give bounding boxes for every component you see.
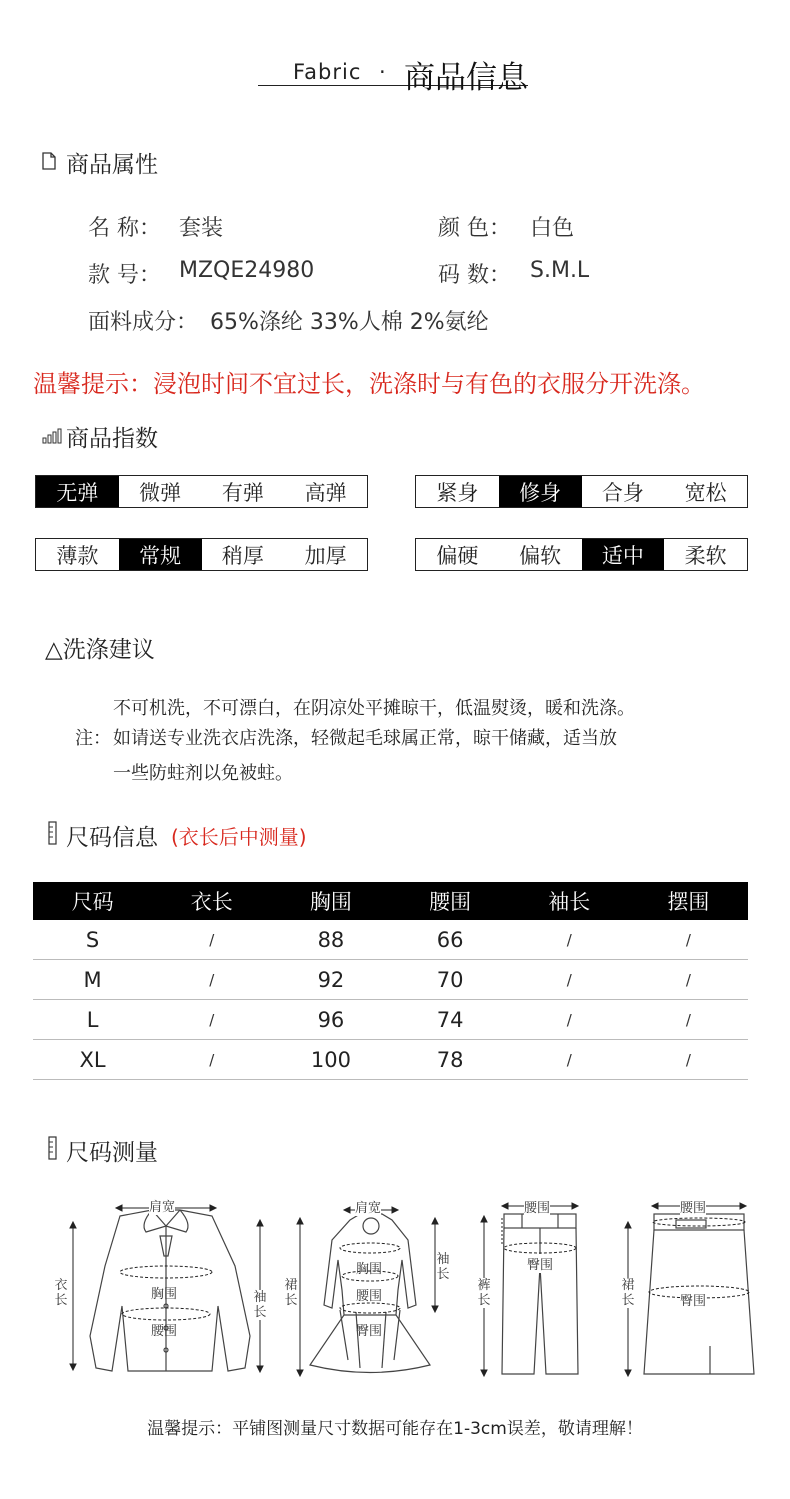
index-option: 偏硬 xyxy=(436,543,479,568)
table-cell: / xyxy=(566,930,572,949)
index-option: 偏软 xyxy=(519,543,562,568)
warning-text: 温馨提示：浸泡时间不宜过长，洗涤时与有色的衣服分开洗涤。 xyxy=(33,370,705,398)
table-cell: 100 xyxy=(310,1047,351,1072)
fig2-hip-label: 臀围 xyxy=(356,1324,383,1339)
table-header-cell: 胸围 xyxy=(309,890,352,914)
fig3-waist-label: 腰围 xyxy=(524,1197,550,1216)
washing-line-1: 不可机洗，不可漂白，在阴凉处平摊晾干，低温熨烫，暖和洗涤。 xyxy=(113,698,635,719)
table-cell: 92 xyxy=(317,967,345,992)
table-row xyxy=(33,960,748,1000)
washing-line-3: 一些防蛀剂以免被蛀。 xyxy=(113,763,293,784)
index-option: 柔软 xyxy=(684,543,727,568)
washing-title: △洗涤建议 xyxy=(45,637,155,663)
index-group-fit xyxy=(415,475,748,508)
index-option: 修身 xyxy=(499,476,582,507)
document-icon xyxy=(42,152,56,170)
attr-color-value: 白色 xyxy=(530,216,575,241)
index-option: 稍厚 xyxy=(221,543,264,568)
table-cell: / xyxy=(685,1010,691,1029)
index-option: 紧身 xyxy=(436,480,479,505)
size-info-subtitle: (衣长后中测量) xyxy=(171,825,307,849)
table-header-cell: 袖长 xyxy=(548,890,591,914)
size-table xyxy=(33,882,748,1080)
table-cell: 70 xyxy=(436,967,464,992)
fig1-shoulder-label: 肩宽 xyxy=(149,1196,175,1215)
header-dot: · xyxy=(379,60,386,84)
table-cell: / xyxy=(685,970,691,989)
fig2-sleeve-label: 袖长 xyxy=(436,1252,450,1282)
attr-fabric-label: 面料成分： xyxy=(88,310,199,335)
table-cell: / xyxy=(209,970,215,989)
ruler-icon xyxy=(48,1136,58,1160)
fig2-length-label: 裙长 xyxy=(284,1278,298,1308)
index-option: 薄款 xyxy=(56,543,99,568)
size-info-title: 尺码信息 xyxy=(66,825,158,851)
fig1-sleeve-label: 袖长 xyxy=(253,1290,267,1320)
table-cell: / xyxy=(566,970,572,989)
table-cell: / xyxy=(209,930,215,949)
table-row xyxy=(33,1000,748,1040)
attributes-title: 商品属性 xyxy=(66,152,158,178)
table-cell: / xyxy=(209,1010,215,1029)
attr-color-label: 颜 色： xyxy=(438,216,511,241)
attr-name-value: 套装 xyxy=(179,216,224,241)
attr-style-label: 款 号： xyxy=(88,263,161,288)
table-cell: XL xyxy=(79,1047,106,1072)
attr-style-value: MZQE24980 xyxy=(179,258,315,283)
index-group-softness xyxy=(415,538,748,571)
table-row xyxy=(33,1040,748,1080)
fig1-chest-label: 胸围 xyxy=(151,1287,178,1302)
attr-size-label: 码 数： xyxy=(438,263,511,288)
measure-title: 尺码测量 xyxy=(66,1140,158,1166)
index-option: 高弹 xyxy=(304,480,347,505)
index-option: 宽松 xyxy=(684,480,727,505)
fig4-length-label: 裙长 xyxy=(621,1278,635,1308)
table-cell: / xyxy=(685,1050,691,1069)
fig4-hip-label: 臀围 xyxy=(680,1290,706,1309)
index-title: 商品指数 xyxy=(66,426,158,452)
fig1-waist-label: 腰围 xyxy=(151,1324,178,1339)
table-header-cell: 尺码 xyxy=(71,890,114,914)
table-cell: / xyxy=(685,930,691,949)
fig3-hip-label: 臀围 xyxy=(527,1254,553,1273)
footer-note: 温馨提示：平铺图测量尺寸数据可能存在1-3cm误差，敬请理解！ xyxy=(147,1419,643,1439)
table-cell: L xyxy=(86,1007,99,1032)
index-group-elasticity xyxy=(35,475,368,508)
table-header-row xyxy=(33,882,748,920)
header-english-title: Fabric xyxy=(293,60,362,84)
table-cell: 66 xyxy=(436,927,464,952)
table-cell: / xyxy=(566,1050,572,1069)
fig1-length-label: 衣长 xyxy=(54,1278,68,1308)
table-cell: 88 xyxy=(317,927,345,952)
attr-name-label: 名 称： xyxy=(88,216,161,241)
table-header-cell: 摆围 xyxy=(667,890,710,914)
index-option: 合身 xyxy=(601,480,644,505)
table-cell: 96 xyxy=(317,1007,345,1032)
table-header-cell: 衣长 xyxy=(190,890,233,914)
fig3-length-label: 裤长 xyxy=(477,1278,491,1308)
fig4-waist-label: 腰围 xyxy=(680,1197,706,1216)
washing-line-2: 如请送专业洗衣店洗涤，轻微起毛球属正常，晾干储藏，适当放 xyxy=(113,728,617,749)
table-cell: 74 xyxy=(436,1007,464,1032)
fig2-waist-label: 腰围 xyxy=(356,1289,383,1304)
index-group-thickness xyxy=(35,538,368,571)
attr-size-value: S.M.L xyxy=(530,258,590,283)
table-cell: M xyxy=(83,967,102,992)
bar-chart-icon xyxy=(42,428,62,444)
index-option: 常规 xyxy=(119,539,202,570)
attr-fabric-value: 65%涤纶 33%人棉 2%氨纶 xyxy=(210,310,489,335)
washing-note-prefix: 注： xyxy=(75,728,111,749)
table-cell: / xyxy=(209,1050,215,1069)
ruler-icon xyxy=(48,821,58,845)
table-row xyxy=(33,920,748,960)
table-cell: / xyxy=(566,1010,572,1029)
table-cell: 78 xyxy=(436,1047,464,1072)
index-option: 微弹 xyxy=(139,480,182,505)
index-option: 无弹 xyxy=(36,476,119,507)
index-option: 适中 xyxy=(582,539,665,570)
fig2-chest-label: 胸围 xyxy=(356,1262,383,1277)
index-option: 有弹 xyxy=(221,480,264,505)
fig2-shoulder-label: 肩宽 xyxy=(355,1197,381,1216)
table-cell: S xyxy=(85,927,100,952)
table-header-cell: 腰围 xyxy=(429,890,472,914)
header-chinese-title: 商品信息 xyxy=(404,60,528,96)
index-option: 加厚 xyxy=(304,543,347,568)
